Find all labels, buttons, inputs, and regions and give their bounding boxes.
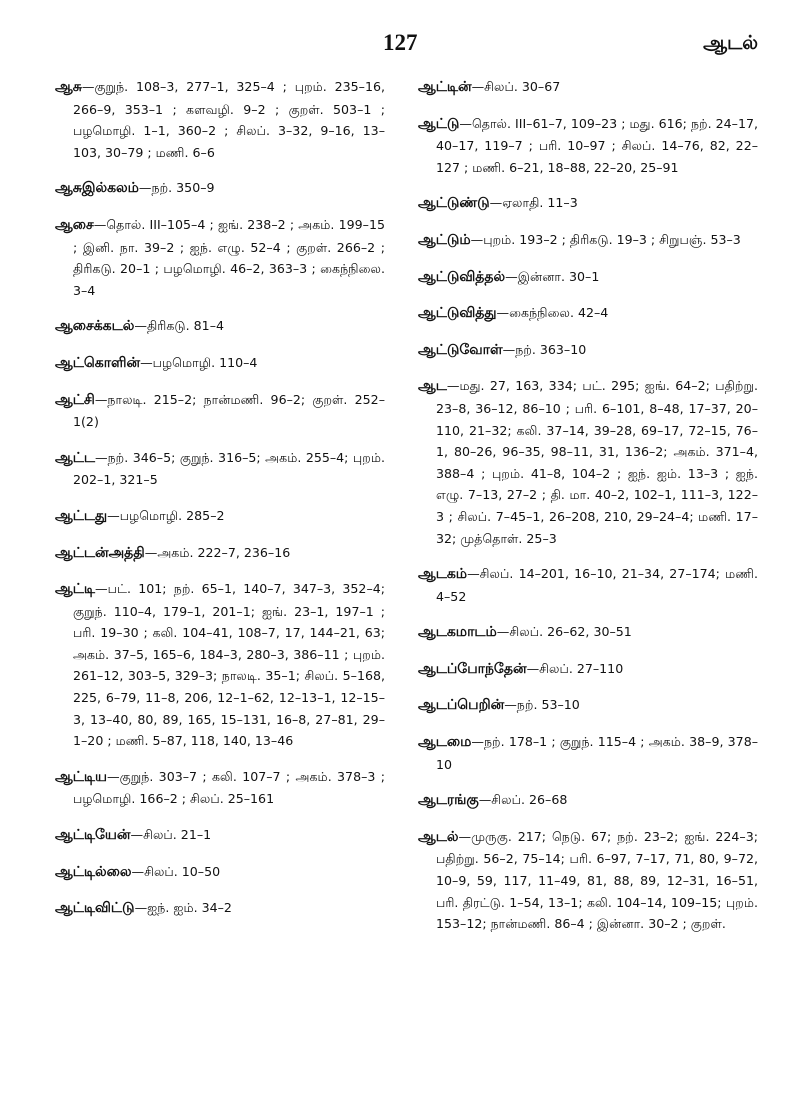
entry-headword: ஆசைக்கடல்	[55, 318, 135, 335]
index-entry	[418, 192, 758, 215]
entry-references: —சிலப். 10–50	[131, 863, 221, 879]
entry-references: —சிலப். 21–1	[130, 827, 212, 843]
entry-references: —சிலப். 26–62, 30–51	[496, 624, 632, 640]
entry-headword: ஆட்சி	[55, 391, 95, 408]
page-header	[0, 30, 800, 64]
entry-references: —குறுந். 108–3, 277–1, 325–4 ; புறம். 235–16, 266–9, 353–1 ; களவழி. 9–2 ; குறள். 503–1 ; பழமொழி. 1–1, 360–2 ; சிலப். 3–32, 9–16, 13–103, 30–79 ; மணி. 6–6	[73, 79, 385, 160]
entry-headword: ஆடகம்	[418, 566, 468, 583]
entry-headword: ஆட்டுவித்து	[418, 305, 497, 322]
entry-headword: ஆட்டி	[55, 581, 95, 598]
right-column	[418, 76, 758, 949]
index-entry	[55, 861, 385, 884]
entry-references: —அகம். 222–7, 236–16	[144, 544, 291, 560]
entry-headword: ஆட்டன்அத்தி	[55, 544, 145, 561]
index-entry	[55, 505, 385, 528]
entry-references: —சிலப். 30–67	[471, 79, 561, 94]
entry-references: —மது. 27, 163, 334; பட். 295; ஐங். 64–2; பதிற்று. 23–8, 36–12, 86–10 ; பரி. 6–101, 8–48, 17–37, 20–110, 21–32; கலி. 37–14, 39–28, 69–17, 72–15, 76–1, 80–26, 96–35, 98–11, 31, 136–2; அகம். 371–4, 388–4 ; புறம். 41–8, 104–2 ; ஐந். ஐம். 13–3 ; ஐந். எழு. 7–13, 27–2 ; தி. மா. 40–2, 102–1, 111–3, 122–3 ; சிலப். 7–45–1, 26–208, 210, 29–24–4; மணி. 17–32; முத்தொள். 25–3	[436, 378, 758, 546]
entry-references: —முருகு. 217; நெடு. 67; நற். 23–2; ஐங். 224–3; பதிற்று. 56–2, 75–14; பரி. 6–97, 7–17, 71, 80, 9–72, 10–9, 59, 117, 11–49, 81, 88, 89, 12–31, 16–51, பரி. திரட்டு. 1–54, 13–1; கலி. 104–14, 109–15; புறம். 153–12; நான்மணி. 86–4 ; இன்னா. 30–2 ; குறள்.	[436, 828, 758, 932]
entry-headword: ஆடகமாடம்	[418, 624, 497, 641]
entry-headword: ஆட்டது	[55, 507, 108, 524]
index-entry	[418, 694, 758, 717]
entry-references: —ஏலாதி. 11–3	[489, 195, 578, 211]
index-entry	[418, 826, 758, 935]
entry-references: —நற். 53–10	[504, 697, 580, 713]
index-entry	[418, 731, 758, 775]
entry-headword: ஆட்கொளின்	[55, 354, 141, 371]
index-entry	[55, 177, 385, 200]
index-entry	[418, 789, 758, 812]
page-number: 127	[383, 30, 418, 55]
index-entry	[418, 621, 758, 644]
index-entry	[418, 113, 758, 179]
entry-references: —தொல். III–61–7, 109–23 ; மது. 616; நற். 24–17, 40–17, 119–7 ; பரி. 10–97 ; சிலப். 14–76, 82, 22–127 ; மணி. 6–21, 18–88, 22–20, 25–91	[436, 115, 758, 175]
entry-references: —நற். 178–1 ; குறுந். 115–4 ; அகம். 38–9, 378–10	[436, 734, 758, 772]
entry-references: —திரிகடு. 81–4	[134, 318, 225, 334]
entry-references: —பழமொழி. 110–4	[140, 354, 258, 370]
index-entry	[418, 658, 758, 681]
entry-headword: ஆட்டில்லை	[55, 863, 132, 880]
entry-headword: ஆடல்	[418, 828, 459, 845]
index-entry	[55, 389, 385, 433]
left-column	[55, 76, 385, 934]
entry-headword: ஆட்டுண்டு	[418, 195, 490, 212]
index-entry	[418, 375, 758, 549]
index-entry	[55, 315, 385, 338]
entry-headword: ஆட்டிய	[55, 768, 107, 785]
entry-references: —நற். 346–5; குறுந். 316–5; அகம். 255–4; புறம். 202–1, 321–5	[73, 449, 385, 488]
entry-references: —இன்னா. 30–1	[505, 268, 600, 284]
entry-references: —தொல். III–105–4 ; ஐங். 238–2 ; அகம். 199–15 ; இனி. நா. 39–2 ; ஐந். எழு. 52–4 ; குறள். 266–2 ; திரிகடு. 20–1 ; பழமொழி. 46–2, 363–3 ; கைந்நிலை. 3–4	[73, 216, 385, 298]
entry-references: —பழமொழி. 285–2	[107, 507, 225, 523]
index-entry	[418, 302, 758, 325]
entry-headword: ஆசை	[55, 216, 94, 233]
entry-headword: ஆட்டின்	[418, 79, 472, 95]
index-entry	[418, 266, 758, 289]
index-entry	[55, 76, 385, 163]
entry-headword: ஆசு	[55, 79, 82, 95]
entry-references: —சிலப். 14–201, 16–10, 21–34, 27–174; மணி. 4–52	[436, 566, 758, 604]
entry-references: —ஐந். ஐம். 34–2	[134, 900, 232, 916]
index-entry	[55, 542, 385, 565]
entry-headword: ஆட்ட	[55, 449, 95, 466]
index-entry	[418, 339, 758, 362]
index-entry	[55, 578, 385, 752]
entry-headword: ஆட்டு	[418, 115, 460, 132]
entry-headword: ஆட்டியேன்	[55, 827, 131, 844]
entry-headword: ஆட	[418, 378, 447, 395]
entry-headword: ஆடரங்கு	[418, 792, 479, 809]
entry-headword: ஆட்டுவித்தல்	[418, 268, 506, 285]
index-entry	[55, 352, 385, 375]
index-entry	[418, 563, 758, 607]
entry-references: —கைந்நிலை. 42–4	[496, 305, 609, 321]
entry-references: —நற். 363–10	[502, 341, 587, 357]
entry-headword: ஆட்டிவிட்டு	[55, 900, 135, 917]
index-entry	[55, 824, 385, 847]
entry-references: —நாலடி. 215–2; நான்மணி. 96–2; குறள். 252–1(2)	[73, 391, 385, 430]
running-head: ஆடல்	[703, 32, 758, 54]
entry-headword: ஆடப்பெறின்	[418, 697, 505, 714]
entry-headword: ஆட்டும்	[418, 231, 471, 248]
index-entry	[55, 766, 385, 810]
entry-references: —சிலப். 26–68	[478, 792, 568, 808]
entry-headword: ஆடப்போந்தேன்	[418, 660, 527, 677]
entry-headword: ஆடமை	[418, 734, 472, 751]
entry-references: —குறுந். 303–7 ; கலி. 107–7 ; அகம். 378–3 ; பழமொழி. 166–2 ; சிலப். 25–161	[73, 768, 385, 807]
index-entry	[55, 447, 385, 491]
entry-references: —நற். 350–9	[138, 180, 215, 196]
index-entry	[418, 229, 758, 252]
entry-headword: ஆசுஇல்கலம்	[55, 180, 139, 197]
entry-references: —பட். 101; நற். 65–1, 140–7, 347–3, 352–4; குறுந். 110–4, 179–1, 201–1; ஐங். 23–1, 197–1 ; பரி. 19–30 ; கலி. 104–41, 108–7, 17, 144–21, 63; அகம். 37–5, 165–6, 184–3, 280–3, 386–11 ; புறம். 261–12, 303–5, 329–3; நாலடி. 35–1; சிலப். 5–168, 225, 6–79, 11–8, 206, 12–1–62, 12–13–1, 12–15–3, 13–40, 80, 89, 165, 15–131, 16–8, 27–81, 29–1–20 ; மணி. 5–87, 118, 140, 13–46	[73, 581, 385, 749]
index-entry	[418, 76, 758, 99]
index-entry	[55, 897, 385, 920]
index-entry	[55, 214, 385, 301]
entry-references: —சிலப். 27–110	[526, 660, 624, 676]
entry-headword: ஆட்டுவோள்	[418, 341, 503, 358]
entry-references: —புறம். 193–2 ; திரிகடு. 19–3 ; சிறுபஞ். 53–3	[470, 231, 741, 247]
